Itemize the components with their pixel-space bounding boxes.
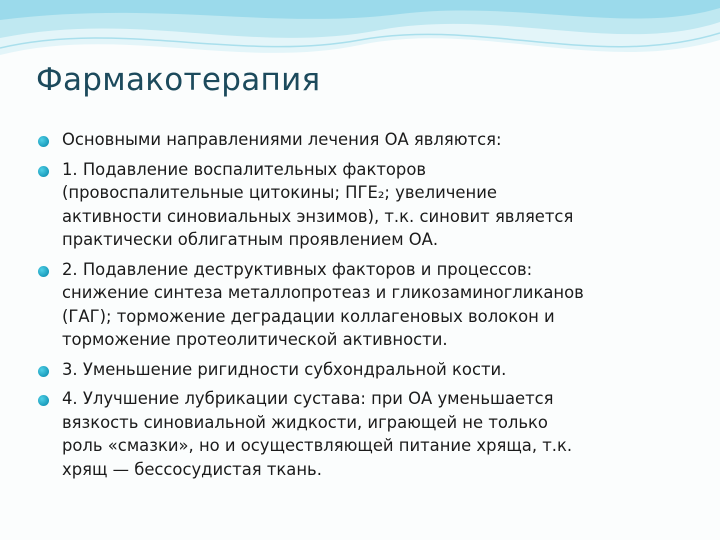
bullet-text: 1. Подавление воспалительных факторов (провоспалительные цитокины; ПГЕ₂; увеличение активности синовиальных энзимов), т.к. синовит является практически облигатным проявлением ОА.: [62, 159, 574, 249]
bullet-item: [36, 158, 696, 252]
bullet-list: [36, 128, 696, 487]
bullet-dot-icon: [38, 395, 49, 406]
bullet-text: Основными направлениями лечения ОА являются:: [62, 130, 502, 149]
slide-title: Фармакотерапия: [36, 62, 321, 98]
bullet-text: 2. Подавление деструктивных факторов и процессов: снижение синтеза металлопротеаз и гликозаминогликанов (ГАГ); торможение деградации коллагеновых волокон и торможение протеолитической активности.: [62, 259, 584, 349]
bullet-dot-icon: [38, 166, 49, 177]
bullet-text: 4. Улучшение лубрикации сустава: при ОА уменьшается вязкость синовиальной жидкости, играющей не только роль «смазки», но и осуществляющей питание хряща, т.к. хрящ — бессосудистая ткань.: [62, 389, 573, 479]
bullet-item: [36, 387, 696, 481]
bullet-dot-icon: [38, 366, 49, 377]
bullet-text: 3. Уменьшение ригидности субхондральной кости.: [62, 359, 507, 379]
bullet-item: [36, 258, 696, 352]
bullet-item: [36, 128, 696, 152]
bullet-dot-icon: [38, 136, 49, 147]
bullet-item: [36, 358, 696, 382]
bullet-dot-icon: [38, 266, 49, 277]
